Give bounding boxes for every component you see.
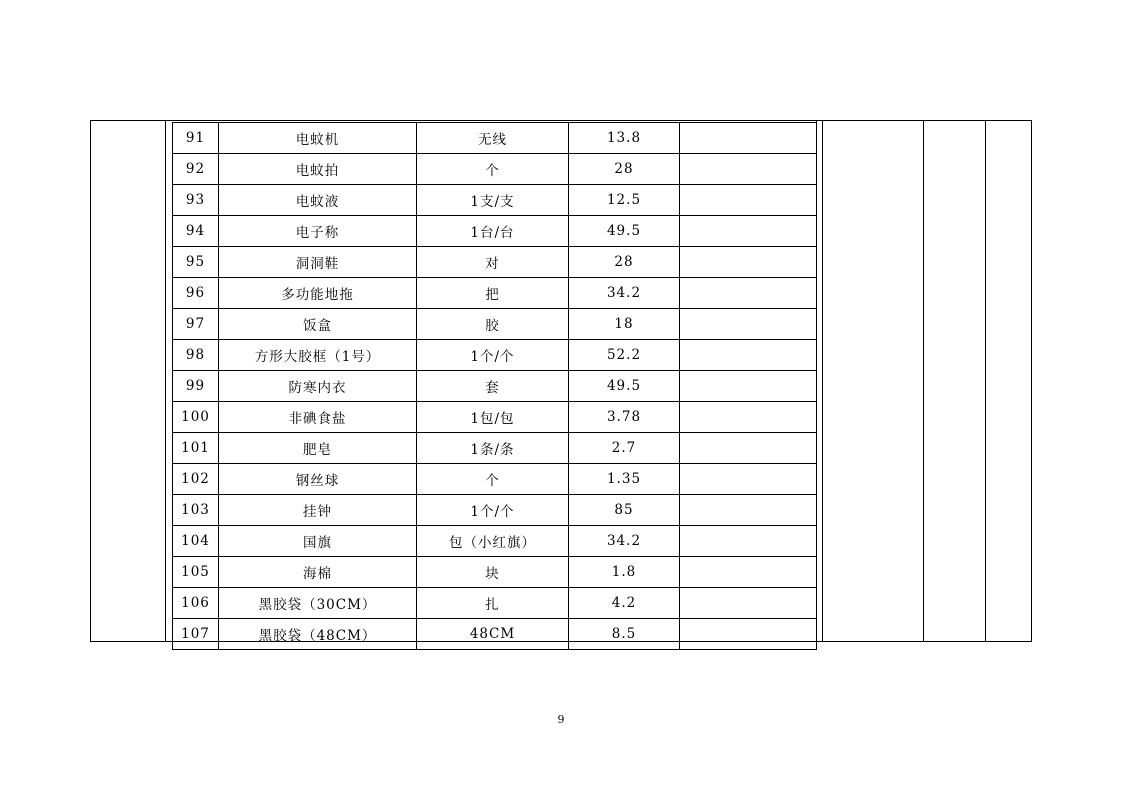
cell-item-name: 挂钟 <box>219 495 417 526</box>
cell-note <box>680 278 817 309</box>
table-row <box>173 619 817 650</box>
cell-unit: 1个/个 <box>417 495 569 526</box>
table-row <box>173 495 817 526</box>
cell-item-name: 非碘食盐 <box>219 402 417 433</box>
cell-item-number: 94 <box>173 216 219 247</box>
cell-price: 2.7 <box>569 433 680 464</box>
cell-price: 8.5 <box>569 619 680 650</box>
cell-item-number: 96 <box>173 278 219 309</box>
cell-item-name: 电蚊拍 <box>219 154 417 185</box>
table-body <box>173 123 817 650</box>
cell-unit: 个 <box>417 154 569 185</box>
table-row <box>173 309 817 340</box>
cell-item-number: 93 <box>173 185 219 216</box>
cell-item-name: 防寒内衣 <box>219 371 417 402</box>
table-row <box>173 185 817 216</box>
outer-table-frame <box>90 120 1032 642</box>
cell-unit: 对 <box>417 247 569 278</box>
cell-price: 1.35 <box>569 464 680 495</box>
item-price-table <box>172 122 817 650</box>
page-number: 9 <box>557 713 565 726</box>
cell-unit: 1支/支 <box>417 185 569 216</box>
cell-unit: 扎 <box>417 588 569 619</box>
cell-item-number: 101 <box>173 433 219 464</box>
cell-item-name: 方形大胶框（1号） <box>219 340 417 371</box>
cell-note <box>680 526 817 557</box>
cell-price: 34.2 <box>569 278 680 309</box>
cell-item-number: 99 <box>173 371 219 402</box>
column-divider <box>165 121 166 641</box>
cell-item-number: 105 <box>173 557 219 588</box>
table-row <box>173 526 817 557</box>
cell-item-name: 黑胶袋（48CM） <box>219 619 417 650</box>
table-row <box>173 464 817 495</box>
cell-note <box>680 619 817 650</box>
cell-price: 28 <box>569 247 680 278</box>
cell-item-number: 104 <box>173 526 219 557</box>
cell-note <box>680 495 817 526</box>
cell-item-number: 92 <box>173 154 219 185</box>
cell-unit: 48CM <box>417 619 569 650</box>
cell-item-name: 肥皂 <box>219 433 417 464</box>
cell-item-name: 黑胶袋（30CM） <box>219 588 417 619</box>
cell-item-name: 钢丝球 <box>219 464 417 495</box>
cell-item-number: 98 <box>173 340 219 371</box>
cell-item-name: 电蚊液 <box>219 185 417 216</box>
cell-note <box>680 464 817 495</box>
cell-item-name: 电蚊机 <box>219 123 417 154</box>
cell-price: 49.5 <box>569 216 680 247</box>
cell-unit: 1个/个 <box>417 340 569 371</box>
table-row <box>173 154 817 185</box>
cell-note <box>680 371 817 402</box>
table-row <box>173 402 817 433</box>
cell-item-name: 洞洞鞋 <box>219 247 417 278</box>
cell-item-name: 饭盒 <box>219 309 417 340</box>
cell-item-name: 国旗 <box>219 526 417 557</box>
cell-price: 4.2 <box>569 588 680 619</box>
table-row <box>173 371 817 402</box>
cell-price: 34.2 <box>569 526 680 557</box>
column-divider <box>985 121 986 641</box>
table-row <box>173 123 817 154</box>
cell-note <box>680 309 817 340</box>
cell-unit: 个 <box>417 464 569 495</box>
cell-unit: 1包/包 <box>417 402 569 433</box>
cell-unit: 块 <box>417 557 569 588</box>
cell-note <box>680 216 817 247</box>
cell-item-number: 100 <box>173 402 219 433</box>
cell-price: 1.8 <box>569 557 680 588</box>
cell-price: 18 <box>569 309 680 340</box>
cell-unit: 包（小红旗） <box>417 526 569 557</box>
cell-unit: 1台/台 <box>417 216 569 247</box>
cell-price: 12.5 <box>569 185 680 216</box>
column-divider <box>822 121 823 641</box>
cell-item-number: 107 <box>173 619 219 650</box>
cell-item-name: 多功能地拖 <box>219 278 417 309</box>
cell-note <box>680 433 817 464</box>
cell-unit: 套 <box>417 371 569 402</box>
table-row <box>173 247 817 278</box>
cell-note <box>680 247 817 278</box>
cell-price: 28 <box>569 154 680 185</box>
cell-note <box>680 340 817 371</box>
table-row <box>173 340 817 371</box>
cell-unit: 把 <box>417 278 569 309</box>
cell-item-number: 91 <box>173 123 219 154</box>
cell-item-name: 海棉 <box>219 557 417 588</box>
cell-note <box>680 123 817 154</box>
cell-price: 85 <box>569 495 680 526</box>
table-row <box>173 433 817 464</box>
cell-note <box>680 402 817 433</box>
cell-price: 3.78 <box>569 402 680 433</box>
table-row <box>173 216 817 247</box>
table-row <box>173 588 817 619</box>
cell-unit: 胶 <box>417 309 569 340</box>
table-row <box>173 278 817 309</box>
cell-item-number: 106 <box>173 588 219 619</box>
cell-item-number: 97 <box>173 309 219 340</box>
cell-note <box>680 154 817 185</box>
cell-note <box>680 557 817 588</box>
cell-note <box>680 185 817 216</box>
cell-item-number: 103 <box>173 495 219 526</box>
cell-item-number: 95 <box>173 247 219 278</box>
cell-unit: 无线 <box>417 123 569 154</box>
cell-item-name: 电子称 <box>219 216 417 247</box>
cell-price: 49.5 <box>569 371 680 402</box>
cell-price: 13.8 <box>569 123 680 154</box>
cell-item-number: 102 <box>173 464 219 495</box>
cell-unit: 1条/条 <box>417 433 569 464</box>
cell-note <box>680 588 817 619</box>
table-row <box>173 557 817 588</box>
cell-price: 52.2 <box>569 340 680 371</box>
column-divider <box>923 121 924 641</box>
